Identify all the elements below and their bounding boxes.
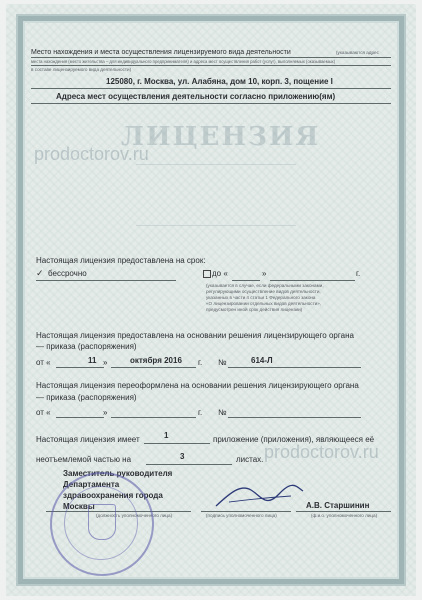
appendix-label-1: Настоящая лицензия имеет xyxy=(36,435,140,444)
signatory-title-3: здравоохранения города xyxy=(63,491,163,500)
caption-name: (ф.и.о. уполномоченного лица) xyxy=(311,513,378,518)
address-line: 125080, г. Москва, ул. Алабяна, дом 10, корп. 3, пощение I xyxy=(106,77,333,86)
quote-close: » xyxy=(103,408,108,417)
reissue-from: от « xyxy=(36,408,51,417)
term-note-4: «О лицензировании отдельных видов деятельности», xyxy=(206,301,322,306)
basis-from: от « xyxy=(36,358,51,367)
watermark: prodoctorov.ru xyxy=(264,442,379,462)
reissue-label-2: — приказа (распоряжения) xyxy=(36,393,137,402)
appendix-label-4: листах. xyxy=(236,455,264,464)
basis-day: 11 xyxy=(88,356,97,365)
header-note-2: места нахождения (место жительства – для индивидуального предпринимателя) и адреса мест осуществления работ (услуг), выполняемых (оказываемых) xyxy=(31,59,336,64)
signatory-name: А.В. Старшинин xyxy=(306,501,370,510)
term-note-1: (указывается в случае, если федеральными законами, xyxy=(206,283,324,288)
basis-month: октября 2016 xyxy=(130,356,182,365)
appendix-count: 1 xyxy=(164,431,169,440)
caption-signature: (подпись уполномоченного лица) xyxy=(206,513,277,518)
signatory-title-2: Департамента xyxy=(63,480,120,489)
signatory-title-1: Заместитель руководителя xyxy=(63,469,173,478)
rule xyxy=(296,511,391,512)
reissue-number-sign: № xyxy=(218,408,227,417)
signatory-title-4: Москвы xyxy=(63,502,95,511)
rule xyxy=(31,57,391,58)
rule xyxy=(56,417,104,418)
rule xyxy=(146,464,232,465)
handwritten-signature xyxy=(211,482,306,512)
term-until: до « xyxy=(212,269,228,278)
rule xyxy=(111,417,196,418)
rule xyxy=(228,367,361,368)
term-note-3: указанных в части 4 статьи 1 Федерального закона xyxy=(206,295,316,300)
rule xyxy=(144,443,210,444)
quote-close: » xyxy=(262,269,267,278)
caption-position: (должность уполномоченного лица) xyxy=(96,513,173,518)
rule xyxy=(31,65,391,66)
rule xyxy=(31,88,391,89)
term-label: Настоящая лицензия предоставлена на срок: xyxy=(36,256,206,265)
term-note-2: регулирующими осуществление видов деятельности, xyxy=(206,289,321,294)
rule xyxy=(232,280,260,281)
quote-close: » xyxy=(103,358,108,367)
basis-number-sign: № xyxy=(218,358,227,367)
appendix-label-3: неотъемлемой частью на xyxy=(36,455,132,464)
official-seal xyxy=(50,472,154,576)
license-page xyxy=(6,4,416,596)
check-mark-icon: ✓ xyxy=(36,268,44,278)
header-label: Место нахождения и места осуществления лицензируемого вида деятельности xyxy=(31,49,291,56)
checkbox-until xyxy=(203,270,211,278)
basis-label-2: — приказа (распоряжения) xyxy=(36,342,137,351)
header-note-1: (указываются адрес xyxy=(336,50,379,55)
rule xyxy=(111,367,196,368)
header-note-3: в составе лицензируемого вида деятельности) xyxy=(31,67,132,72)
watermark: prodoctorov.ru xyxy=(34,144,149,164)
appendix-label-2: приложение (приложения), являющееся её xyxy=(213,435,375,444)
reissue-label-1: Настоящая лицензия переоформлена на основании решения лицензирующего органа xyxy=(36,381,359,390)
rule xyxy=(270,280,355,281)
rule xyxy=(228,417,361,418)
bleed-through-lines xyxy=(136,164,296,226)
rule xyxy=(36,280,176,281)
basis-label-1: Настоящая лицензия предоставлена на основании решения лицензирующего органа xyxy=(36,331,354,340)
term-year-suffix: г. xyxy=(356,269,361,278)
coat-of-arms-icon xyxy=(88,504,116,540)
appendix-sheets: 3 xyxy=(180,452,185,461)
reissue-year-suffix: г. xyxy=(198,408,203,417)
term-note-5: предусмотрен иной срок действия лицензии) xyxy=(206,307,303,312)
term-indefinite: бессрочно xyxy=(48,269,87,278)
basis-number: 614-Л xyxy=(251,356,273,365)
rule xyxy=(31,103,391,104)
address-note: Адреса мест осуществления деятельности согласно приложению(ям) xyxy=(56,92,336,101)
rule xyxy=(56,367,104,368)
basis-year-suffix: г. xyxy=(198,358,203,367)
bleed-through-text: ЛИЦЕНЗИЯ xyxy=(121,122,321,152)
